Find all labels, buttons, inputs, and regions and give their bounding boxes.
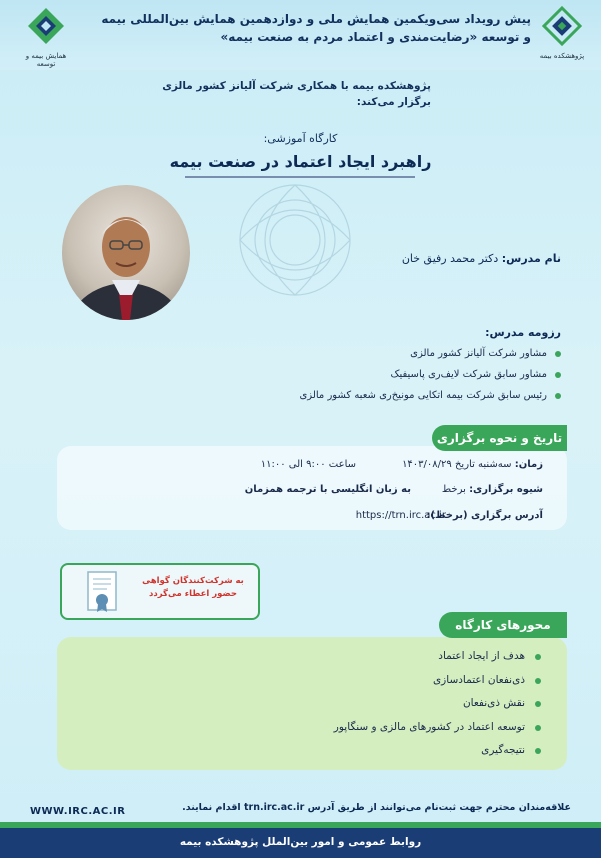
resume-item-text: مشاور شرکت آلیانز کشور مالزی — [410, 348, 547, 359]
instructor-photo — [62, 185, 190, 320]
bullet-icon — [555, 372, 561, 378]
bullet-icon — [535, 654, 541, 660]
instructor-line — [261, 252, 561, 265]
address-label: آدرس برگزاری (برخط): — [426, 510, 543, 521]
bullet-icon — [535, 748, 541, 754]
time-row — [402, 459, 543, 470]
certificate-box — [60, 563, 260, 620]
method-value: برخط — [441, 484, 466, 495]
axes-list — [141, 645, 541, 763]
method-label: شیوه برگزاری: — [469, 484, 543, 495]
axis-item-text: توسعه اعتماد در کشورهای مالزی و سنگاپور — [333, 720, 525, 733]
bullet-icon — [535, 725, 541, 731]
bullet-icon — [535, 701, 541, 707]
resume-item-text: رئیس سابق شرکت بیمه اتکایی مونیخ‌ری شعبه کشور مالزی — [299, 390, 547, 401]
bullet-icon — [535, 678, 541, 684]
person-portrait-icon — [62, 185, 190, 320]
header-band — [0, 0, 601, 70]
axis-item-text: نقش ذی‌نفعان — [462, 697, 525, 709]
list-item — [241, 364, 561, 385]
axes-tab: محورهای کارگاه — [439, 612, 567, 638]
certificate-text: به شرکت‌کنندگان گواهی حضور اعطاء می‌گردد — [142, 576, 244, 599]
list-item — [241, 343, 561, 364]
list-item — [141, 692, 541, 716]
bullet-icon — [555, 393, 561, 399]
workshop-label: کارگاه آموزشی: — [263, 132, 338, 145]
axis-item-text: نتیجه‌گیری — [481, 744, 525, 756]
page-title: پیش رویداد سی‌ویکمین همایش ملی و دوازدهمین همایش بین‌المللی بیمه و توسعه «رضایت‌مندی و اعتماد مردم به صنعت بیمه» — [101, 12, 531, 44]
institute-logo — [539, 6, 585, 62]
axis-item-text: هدف از ایجاد اعتماد — [438, 650, 525, 662]
list-item — [141, 739, 541, 763]
institute-logo-caption: پژوهشکده بیمه — [539, 52, 585, 60]
website-link[interactable]: WWW.IRC.AC.IR — [30, 806, 126, 817]
instructor-name: دکتر محمد رفیق خان — [401, 252, 499, 265]
footer-text: روابط عمومی و امور بین‌الملل پژوهشکده بیمه — [179, 836, 422, 848]
title-underline — [185, 176, 415, 178]
institute-logo-icon — [542, 6, 582, 46]
resume-item-text: مشاور سابق شرکت لایف‌ری پاسیفیک — [390, 369, 547, 380]
registration-note: علاقه‌مندان محترم جهت ثبت‌نام می‌توانند از طریق آدرس trn.irc.ac.ir اقدام نمایند. — [182, 802, 571, 813]
footer-band — [0, 828, 601, 858]
arabesque-ornament-icon — [210, 170, 380, 310]
conference-logo — [16, 6, 76, 66]
time-value: سه‌شنبه تاریخ ۱۴۰۳/۰۸/۲۹ — [402, 459, 512, 470]
workshop-title: راهبرد ایجاد اعتماد در صنعت بیمه — [169, 152, 432, 171]
address-link[interactable]: https://trn.irc.ac.ir — [355, 510, 446, 521]
diamond-logo-icon — [24, 6, 68, 46]
list-item — [241, 385, 561, 406]
list-item — [141, 716, 541, 740]
conference-logo-caption: همایش بیمه و توسعه — [25, 52, 67, 68]
axis-item-text: ذی‌نفعان اعتمادسازی — [432, 673, 525, 686]
resume-list — [241, 343, 561, 406]
resume-heading: رزومه مدرس: — [485, 326, 561, 339]
method-row — [442, 484, 543, 495]
schedule-tab: تاریخ و نحوه برگزاری — [432, 425, 567, 451]
bullet-icon — [555, 351, 561, 357]
certificate-icon — [84, 570, 120, 614]
list-item — [141, 645, 541, 669]
time-label: زمان: — [514, 459, 543, 470]
list-item — [141, 669, 541, 693]
hours-value: ساعت ۹:۰۰ الی ۱۱:۰۰ — [260, 459, 356, 470]
instructor-label: نام مدرس: — [501, 252, 561, 265]
intro-text: پژوهشکده بیمه با همکاری شرکت آلیانز کشور مالزی برگزار می‌کند: — [162, 80, 431, 108]
language-value: به زبان انگلیسی با ترجمه همزمان — [244, 484, 411, 495]
